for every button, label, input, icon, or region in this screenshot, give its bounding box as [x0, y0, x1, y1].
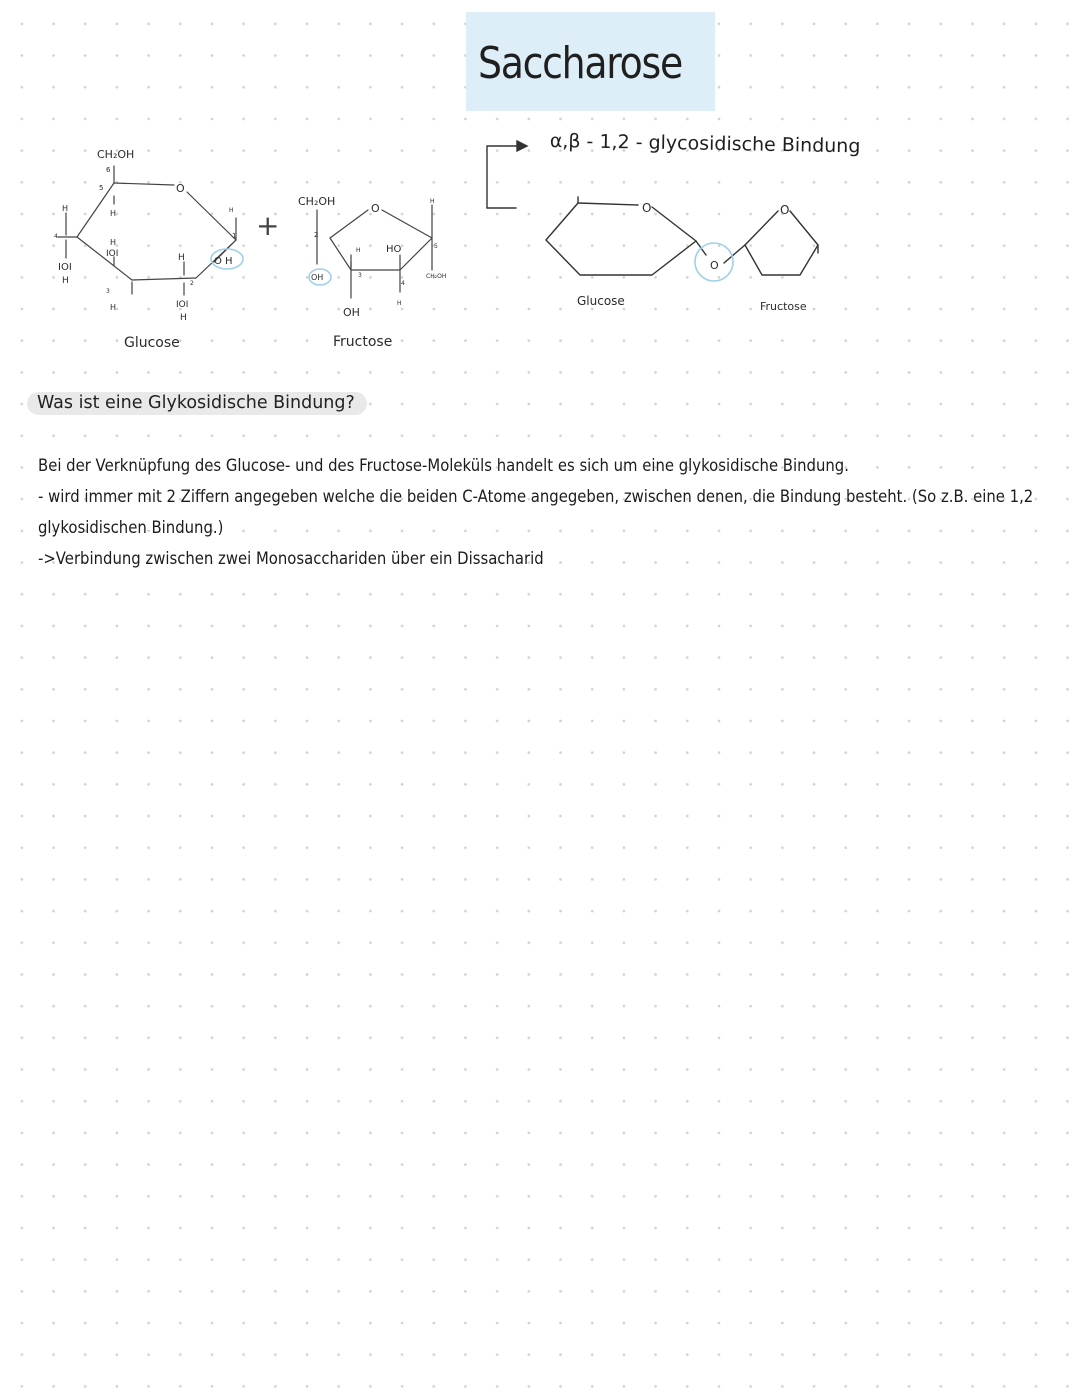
- glucose-c2: 2: [190, 280, 194, 287]
- page-title: Saccharose: [478, 38, 682, 89]
- glucose-h-c5: H: [110, 209, 117, 218]
- glucose-oh-c4: IOI: [58, 262, 72, 273]
- text-line-1: Bei der Verknüpfung des Glucose- und des Fructose-Moleküls handelt es sich um eine glykosidische Bindung.: [38, 456, 849, 475]
- product-fructose-label: Fructose: [760, 300, 807, 313]
- product-glucose-label: Glucose: [577, 294, 625, 308]
- glucose-oh-c1: O H: [214, 256, 233, 267]
- arrow-icon: [487, 141, 527, 208]
- fructose-h-c5: H: [430, 198, 435, 205]
- fructose-c5: 5: [434, 243, 438, 250]
- reaction-glucose-label: Glucose: [124, 335, 180, 351]
- glucose-h-c4-bottom: H: [62, 276, 69, 286]
- text-line-4: ->Verbindung zwischen zwei Monosacchariden über ein Dissacharid: [38, 549, 544, 568]
- glucose-h-c2-top: H: [178, 253, 185, 263]
- saccharose-diagram: [0, 0, 1080, 380]
- glucose-h-c2-bottom: H: [180, 313, 187, 323]
- glucose-ring-o: O: [176, 182, 185, 195]
- bond-type-label: α,β - 1,2 - glycosidische Bindung: [549, 130, 861, 158]
- glucose-c5: 5: [99, 184, 104, 192]
- reaction-fructose-label: Fructose: [333, 334, 393, 350]
- question-heading: Was ist eine Glykosidische Bindung?: [27, 392, 367, 415]
- glucose-oh-c2: IOI: [176, 300, 189, 310]
- glucose-c1: 1: [232, 232, 237, 240]
- fructose-h-c3: H: [356, 247, 361, 254]
- product-fructose-ring-o: O: [780, 203, 790, 217]
- text-line-3: glykosidischen Bindung.): [38, 518, 224, 537]
- glucose-structure: [58, 166, 236, 295]
- fructose-ch2oh-right: CH₂OH: [426, 273, 447, 280]
- fructose-atom-labels: [298, 195, 446, 319]
- glucose-ch2oh: CH₂OH: [97, 148, 135, 161]
- product-bridge-o: O: [710, 259, 719, 272]
- fructose-h-c4: H: [397, 300, 402, 307]
- fructose-ring-o: O: [371, 202, 380, 215]
- fructose-c4: 4: [401, 280, 405, 287]
- fructose-oh-c2: OH: [311, 273, 324, 282]
- saccharose-atom-labels: [642, 201, 789, 272]
- fructose-ho-c4: HO: [386, 244, 402, 255]
- glucose-atom-labels: [54, 148, 236, 323]
- glucose-c6: 6: [106, 166, 111, 174]
- glucose-h-c3-bottom: H: [110, 303, 117, 312]
- glucose-h-left: H: [62, 204, 69, 213]
- product-glucose-ring-o: O: [642, 201, 652, 215]
- glucose-c4: 4: [54, 233, 58, 240]
- glucose-h-c1-top: H: [229, 207, 234, 214]
- saccharose-structure: [546, 197, 818, 275]
- glucose-h-c4-top: H: [110, 238, 117, 247]
- text-line-2: - wird immer mit 2 Ziffern angegeben welche die beiden C-Atome angegeben, zwischen denen, die Bindung besteht. (So z.B. eine 1,2: [38, 487, 1034, 506]
- glucose-c3: 3: [106, 288, 110, 295]
- fructose-ch2oh-top: CH₂OH: [298, 195, 336, 208]
- fructose-oh-c3: OH: [343, 306, 360, 319]
- plus-sign: +: [256, 209, 280, 242]
- fructose-c2: 2: [314, 231, 319, 239]
- glucose-oh-c3: IOI: [106, 249, 119, 259]
- fructose-structure: [317, 205, 432, 298]
- fructose-c3: 3: [358, 272, 362, 279]
